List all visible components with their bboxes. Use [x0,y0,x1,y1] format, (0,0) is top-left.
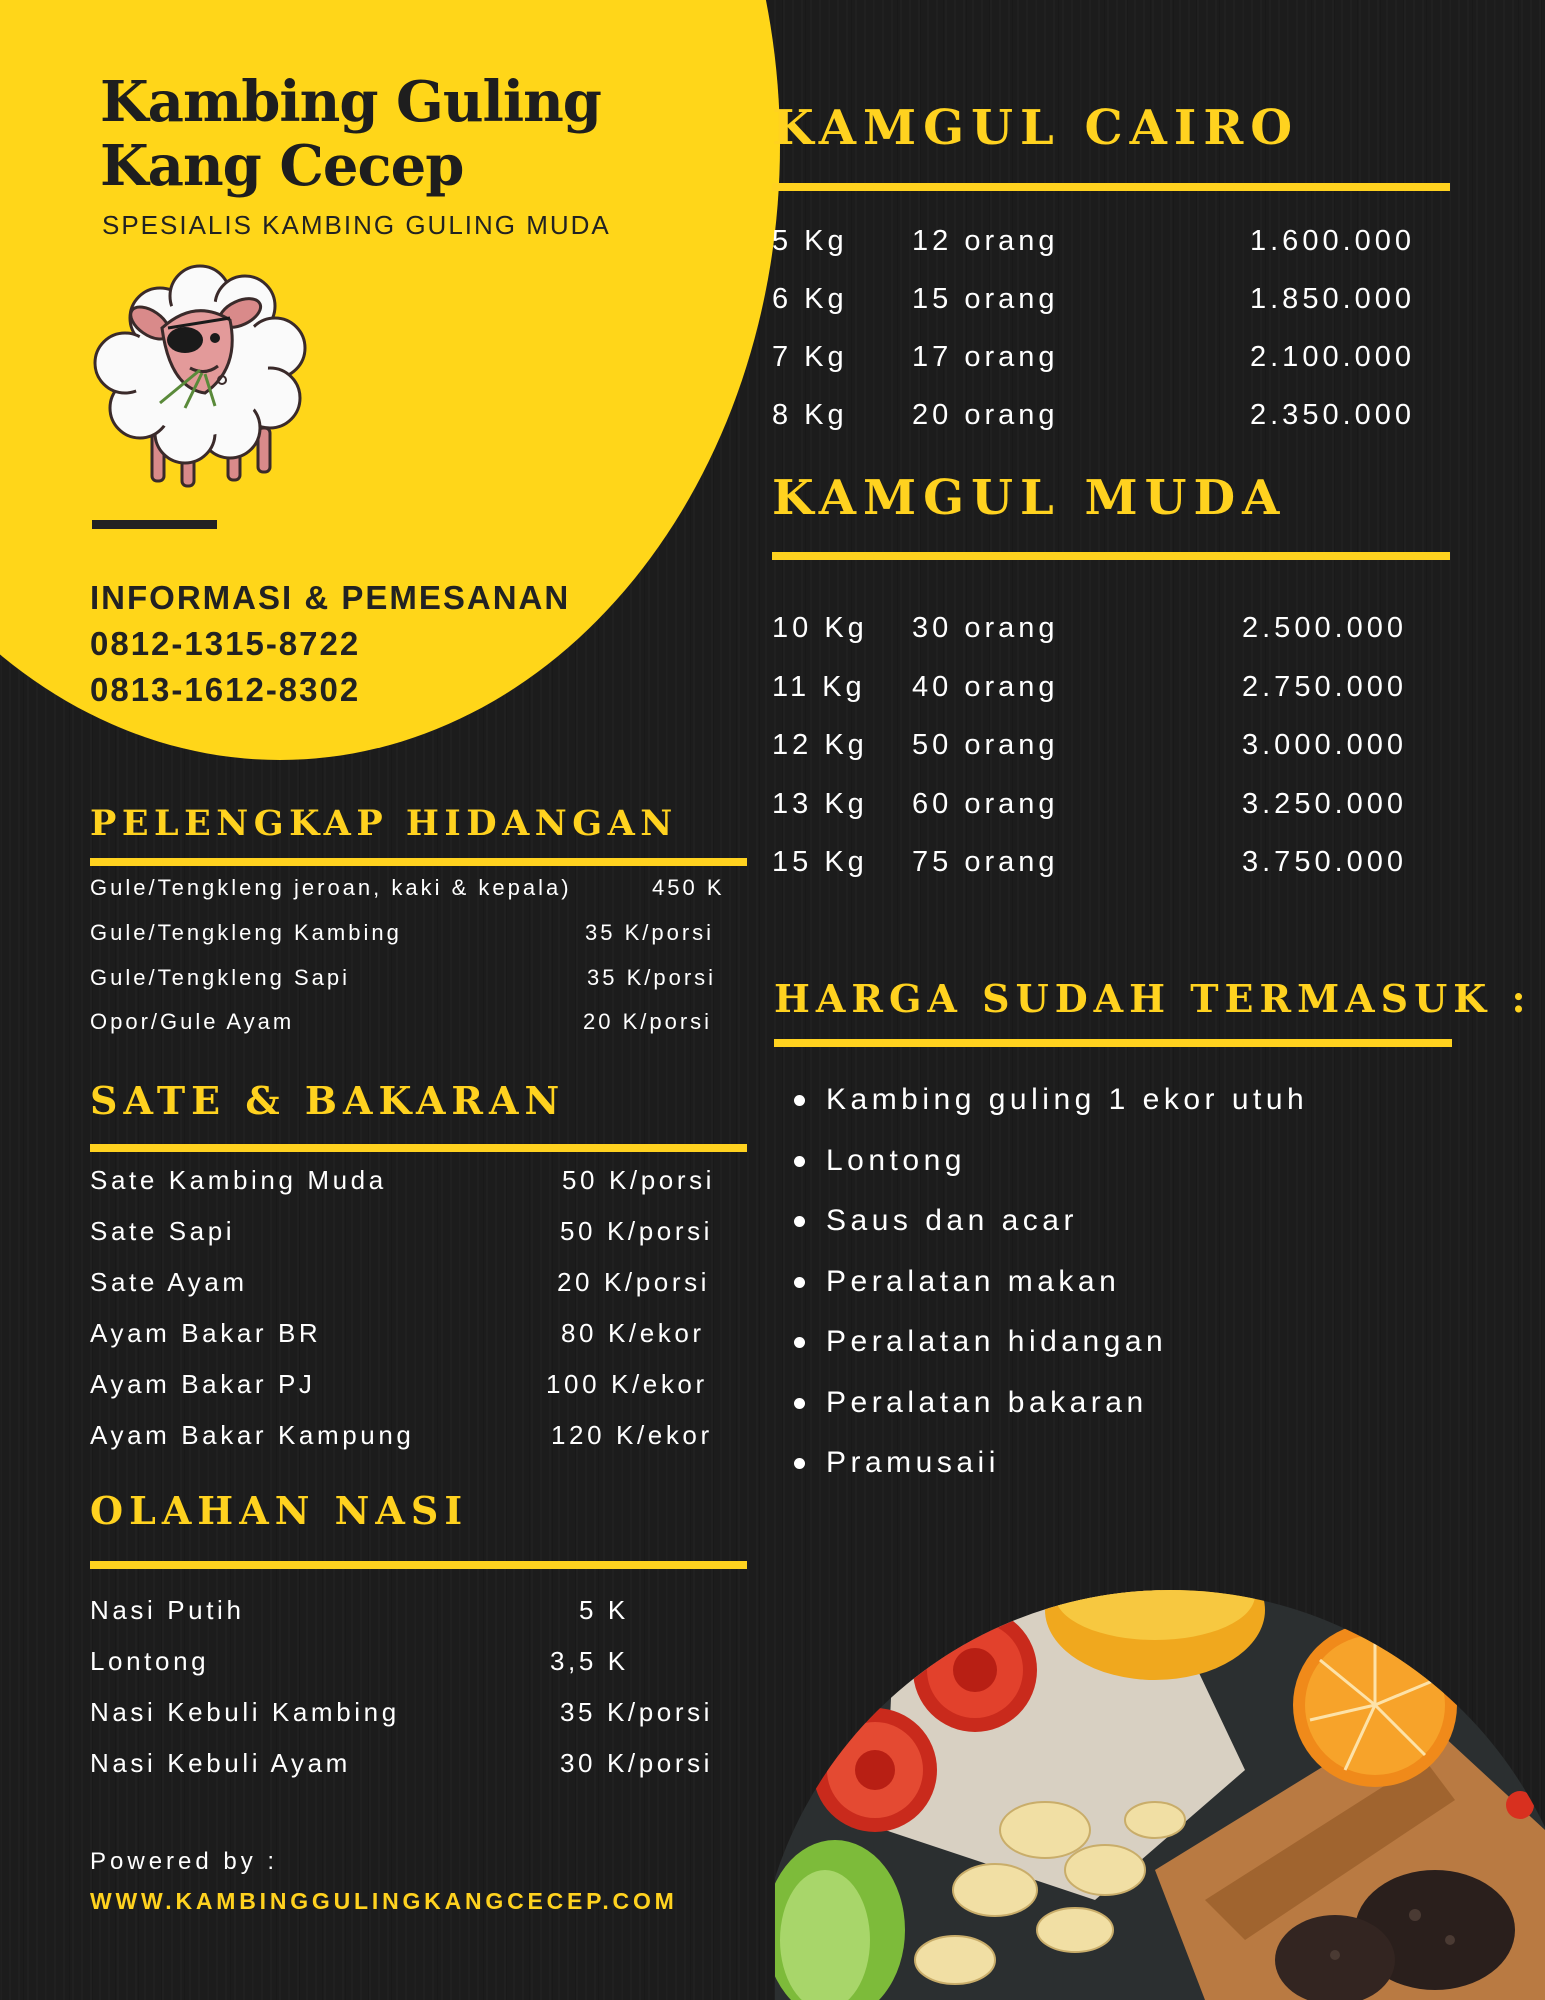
price-cell: 2.350.000 [1250,399,1416,431]
contact-block [90,575,570,713]
list-item [790,1255,1308,1316]
section-title-sate: SATE & BAKARAN [90,1078,566,1123]
included-item: Peralatan makan [826,1264,1121,1298]
list-item [790,1436,1308,1497]
price-cell: 3.250.000 [1242,788,1408,820]
phone-number-2[interactable]: 0813-1612-8302 [90,671,361,708]
list-item [790,1134,1308,1195]
list-item [790,1376,1308,1437]
item-name: Lontong [90,1646,210,1676]
price-cell: 2.750.000 [1242,671,1408,703]
bullet-icon [794,1156,805,1167]
weight-cell: 13 Kg [772,788,868,820]
section-title-kamgul-cairo: KAMGUL CAIRO [772,100,1300,156]
people-cell: 50 orang [912,729,1059,761]
divider-dash [92,520,217,529]
price-cell: 3.750.000 [1242,846,1408,878]
list-item [790,1315,1308,1376]
section-rule-kamgul-cairo [772,183,1450,191]
item-price: 50 K/porsi [560,1216,714,1246]
included-item: Kambing guling 1 ekor utuh [826,1083,1309,1116]
item-name: Nasi Kebuli Kambing [90,1697,400,1727]
item-name: Sate Sapi [90,1216,236,1246]
item-name: Ayam Bakar Kampung [90,1420,415,1450]
section-title-termasuk: HARGA SUDAH TERMASUK : [774,976,1532,1021]
item-price: 35 K/porsi [587,965,717,990]
item-price: 50 K/porsi [562,1165,716,1195]
brand-title [100,70,660,198]
item-name: Ayam Bakar PJ [90,1369,316,1399]
included-list [790,1073,1308,1497]
item-name: Nasi Putih [90,1595,245,1625]
item-name: Sate Ayam [90,1267,248,1297]
weight-cell: 10 Kg [772,612,868,644]
item-price: 35 K/porsi [585,920,715,945]
bullet-icon [794,1337,805,1348]
section-rule-termasuk [774,1039,1452,1047]
item-name: Sate Kambing Muda [90,1165,387,1195]
brand-title-line1: Kambing Guling [100,69,601,135]
website-link[interactable]: WWW.KAMBINGGULINGKANGCECEP.COM [90,1888,678,1914]
included-item: Pramusaii [826,1446,1000,1479]
included-item: Peralatan bakaran [826,1385,1148,1419]
weight-cell: 5 Kg [772,225,848,257]
section-rule-sate [90,1144,747,1152]
bullet-icon [794,1458,805,1469]
price-cell: 3.000.000 [1242,729,1408,761]
section-rule-nasi [90,1561,747,1569]
section-rule-kamgul-muda [772,552,1450,560]
item-price: 5 K [579,1595,629,1625]
weight-cell: 12 Kg [772,729,868,761]
brand-subtitle: SPESIALIS KAMBING GULING MUDA [102,210,611,240]
item-name: Opor/Gule Ayam [90,1009,295,1034]
people-cell: 17 orang [912,341,1059,373]
item-name: Ayam Bakar BR [90,1318,322,1348]
phone-number-1[interactable]: 0812-1315-8722 [90,625,361,662]
weight-cell: 11 Kg [772,671,866,703]
item-price: 120 K/ekor [551,1420,713,1450]
section-title-nasi: OLAHAN NASI [90,1488,469,1533]
people-cell: 15 orang [912,283,1059,315]
included-item: Lontong [826,1143,966,1177]
people-cell: 40 orang [912,671,1059,703]
people-cell: 75 orang [912,846,1059,878]
sheep-mascot-icon [90,258,310,493]
item-price: 80 K/ekor [561,1318,705,1348]
people-cell: 12 orang [912,225,1059,257]
weight-cell: 6 Kg [772,283,848,315]
bullet-icon [794,1095,805,1106]
list-item [790,1073,1308,1134]
item-name: Nasi Kebuli Ayam [90,1748,351,1778]
section-rule-pelengkap [90,858,747,866]
item-name: Gule/Tengkleng Sapi [90,965,351,990]
item-price: 3,5 K [550,1646,629,1676]
list-item [790,1194,1308,1255]
included-item: Saus dan acar [826,1204,1078,1237]
item-name: Gule/Tengkleng Kambing [90,920,402,945]
bullet-icon [794,1277,805,1288]
item-price: 20 K/porsi [557,1267,711,1297]
item-price: 100 K/ekor [546,1369,708,1399]
item-price: 35 K/porsi [560,1697,714,1727]
item-price: 20 K/porsi [583,1009,713,1034]
food-photo [775,1570,1545,2000]
price-cell: 2.500.000 [1242,612,1408,644]
people-cell: 20 orang [912,399,1059,431]
price-cell: 2.100.000 [1250,341,1416,373]
price-cell: 1.850.000 [1250,283,1416,315]
included-item: Peralatan hidangan [826,1325,1168,1358]
people-cell: 30 orang [912,612,1059,644]
item-price: 450 K [652,875,725,900]
item-price: 30 K/porsi [560,1748,714,1778]
brand-title-line2: Kang Cecep [100,133,464,199]
contact-heading: INFORMASI & PEMESANAN [90,579,571,616]
weight-cell: 8 Kg [772,399,848,431]
bullet-icon [794,1216,805,1227]
item-name: Gule/Tengkleng jeroan, kaki & kepala) [90,875,572,900]
section-title-pelengkap: PELENGKAP HIDANGAN [90,803,678,844]
bullet-icon [794,1398,805,1409]
weight-cell: 7 Kg [772,341,848,373]
section-title-kamgul-muda: KAMGUL MUDA [772,470,1287,526]
people-cell: 60 orang [912,788,1059,820]
powered-by-label: Powered by : [90,1848,279,1875]
weight-cell: 15 Kg [772,846,868,878]
price-cell: 1.600.000 [1250,225,1416,257]
